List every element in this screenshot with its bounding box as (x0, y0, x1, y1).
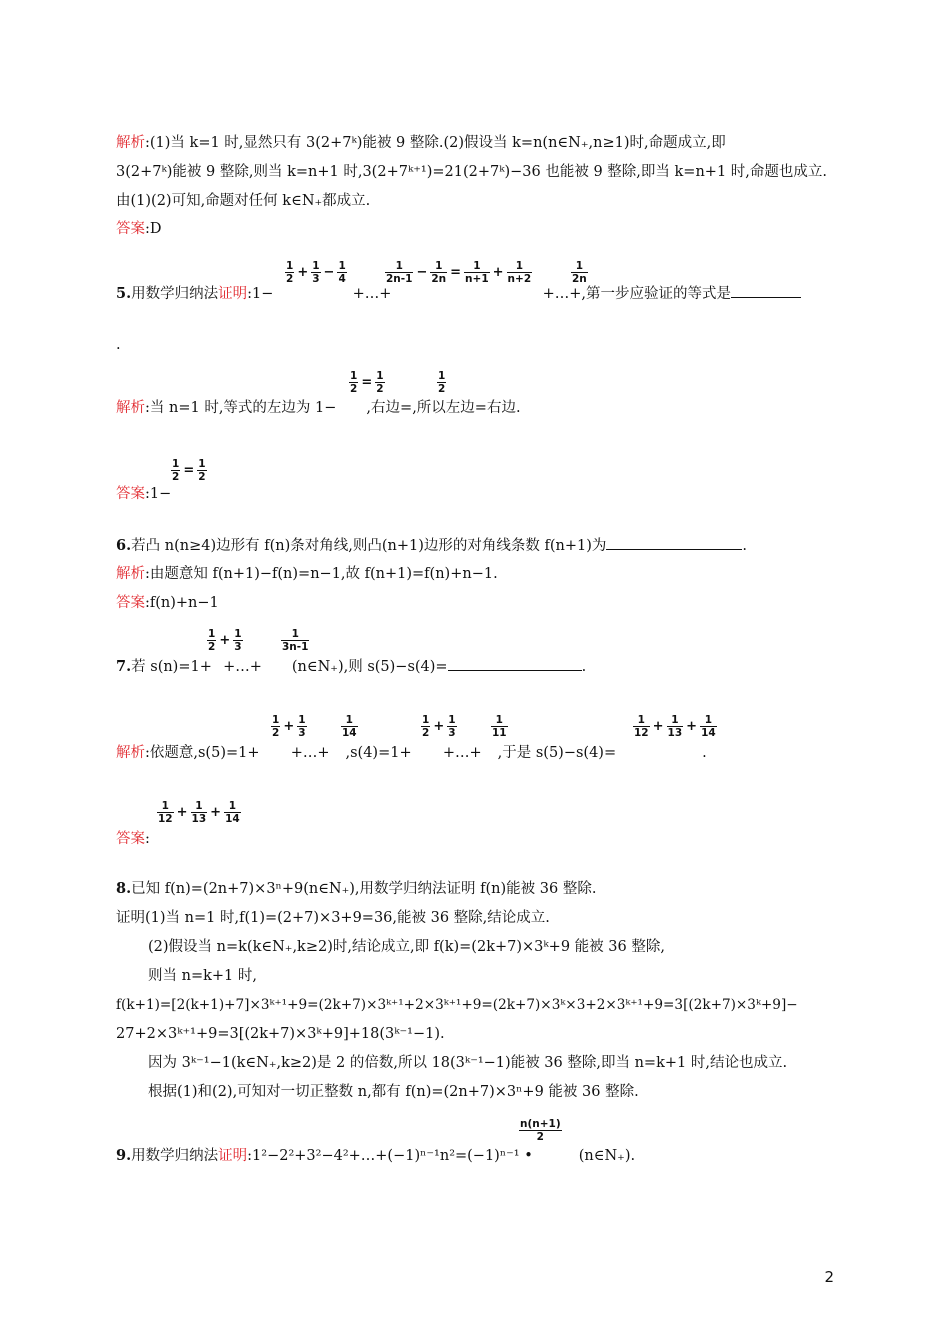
fraction: $\frac{1}{2}$ (422, 714, 430, 739)
q7-answer-text: : (145, 831, 150, 847)
q7-answer-formula: $\frac{1}{12}$ + $\frac{1}{13}$ + $\frac{1}{14}$ (158, 800, 240, 825)
analysis4-text1: :(1)当 k=1 时,显然只有 3(2+7ᵏ)能被 9 整除.(2)假设当 k=n(n∈N₊,n≥1)时,命题成立,即 (145, 135, 726, 151)
analysis-label: 解析 (116, 135, 145, 151)
fraction: $\frac{1}{2n-1}$ (386, 260, 413, 285)
q5-analysis-mid: ,右边= (366, 400, 413, 416)
q8-p1: 证明(1)当 n=1 时,f(1)=(2+7)×3+9=36,能被 36 整除,结论成立. (116, 910, 550, 926)
answer-label: 答案 (116, 831, 145, 847)
q7-text: 若 s(n)=1+ (131, 659, 212, 675)
q7-analysis-mid2: +…+ (442, 745, 482, 761)
q7-analysis-mid: +…+ (290, 745, 330, 761)
answer-label: 答案 (116, 595, 145, 611)
q8-p5: 27+2×3ᵏ⁺¹+9=3[(2k+7)×3ᵏ+9]+18(3ᵏ⁻¹−1). (116, 1026, 445, 1042)
fraction: $\frac{1}{4}$ (338, 260, 346, 285)
analysis4-line1 (116, 133, 726, 153)
q5-prefix: 用数学归纳法 (131, 286, 219, 302)
q5-suffix: ,第一步应验证的等式是 (581, 286, 732, 302)
fraction: $\frac{1}{3}$ (448, 714, 456, 739)
q5-analysis-end: ,所以左边=右边. (412, 400, 521, 416)
q6-text: 若凸 n(n≥4)边形有 f(n)条对角线,则凸(n+1)边形的对角线条数 f(n+1)为 (131, 538, 607, 554)
fraction: $\frac{1}{2}$ (208, 628, 216, 653)
fraction: $\frac{1}{2}$ (198, 458, 206, 483)
fraction: $\frac{1}{n+1}$ (465, 260, 489, 285)
q7-analysis-f5: $\frac{1}{12}$ + $\frac{1}{13}$ + $\frac{1}{14}$ (634, 714, 716, 739)
analysis-label: 解析 (116, 400, 145, 416)
q5-formula-mid: $\frac{1}{2n-1}$ − $\frac{1}{2n}$ = $\frac{1}{n+1}$ + $\frac{1}{n+2}$ (386, 260, 532, 285)
q9-line (116, 1146, 635, 1166)
analysis4-line2: 3(2+7ᵏ)能被 9 整除,则当 k=n+1 时,3(2+7ᵏ⁺¹)=21(2+7ᵏ)−36 也能被 9 整除,即当 k=n+1 时,命题也成立. (116, 164, 828, 180)
q6-end: . (742, 538, 747, 554)
answer4-text: :D (145, 221, 162, 237)
fraction: $\frac{1}{2}$ (376, 370, 384, 395)
fraction: $\frac{1}{11}$ (492, 714, 507, 739)
q5-analysis (116, 398, 521, 418)
fraction: $\frac{1}{14}$ (701, 714, 716, 739)
q8-line (116, 879, 596, 899)
q5-mid: +…+ (352, 286, 392, 302)
fraction: $\frac{1}{3}$ (234, 628, 242, 653)
q8-text: 已知 f(n)=(2n+7)×3ⁿ+9(n∈N₊),用数学归纳法证明 f(n)能被 36 整除. (131, 881, 597, 897)
fraction: $\frac{1}{2}$ (438, 370, 446, 395)
fraction: $\frac{1}{2n}$ (431, 260, 447, 285)
q7-mid: +…+ (223, 659, 262, 675)
fraction: $\frac{1}{n+2}$ (507, 260, 532, 285)
answer-blank[interactable] (448, 656, 582, 671)
q8-p4: f(k+1)=[2(k+1)+7]×3ᵏ⁺¹+9=(2k+7)×3ᵏ⁺¹+2×3ᵏ⁺¹+9=(2k+7)×3ᵏ×3+2×3ᵏ⁺¹+9=3[(2k+7)×3ᵏ+9]− (116, 997, 798, 1013)
q5-tail: +…+ (542, 286, 582, 302)
q7-analysis-text: :依题意,s(5)=1+ (145, 745, 260, 761)
q6-analysis (116, 564, 498, 584)
q5-answer (116, 484, 171, 504)
q7-tail: (n∈N₊),则 s(5)−s(4)= (291, 659, 448, 675)
answer-label: 答案 (116, 486, 145, 502)
q5-number: 5. (116, 285, 132, 302)
q6-answer (116, 593, 219, 613)
q7-analysis-f1: $\frac{1}{2}$ + $\frac{1}{3}$ (272, 714, 306, 739)
page-number: 2 (824, 1268, 834, 1286)
fraction: $\frac{1}{2}$ (286, 260, 294, 285)
q7-end: . (581, 659, 587, 675)
fraction: $\frac{1}{2}$ (172, 458, 180, 483)
q5-text: :1− (247, 286, 274, 302)
proof-label: 证明 (218, 1148, 248, 1164)
q9-prefix: 用数学归纳法 (131, 1148, 219, 1164)
q7-analysis-f2 (340, 714, 359, 739)
q5-dot: . (116, 337, 121, 353)
q8-p7: 根据(1)和(2),可知对一切正整数 n,都有 f(n)=(2n+7)×3ⁿ+9 能被 36 整除. (148, 1084, 639, 1100)
q7-formula-right (280, 628, 310, 653)
q8-number: 8. (116, 880, 132, 897)
fraction: $\frac{1}{3n-1}$ (282, 628, 309, 653)
q5-analysis-formula: $\frac{1}{2}$ = $\frac{1}{2}$ (350, 370, 384, 395)
q9-formula (518, 1118, 563, 1143)
fraction: $\frac{1}{14}$ (225, 800, 240, 825)
q8-p3: 则当 n=k+1 时, (148, 968, 257, 984)
fraction: $\frac{1}{13}$ (191, 800, 207, 825)
q7-analysis (116, 743, 707, 763)
q7-line (116, 656, 586, 677)
q5-formula-left: $\frac{1}{2}$ + $\frac{1}{3}$ − $\frac{1}{4}$ (286, 260, 346, 285)
q6-line (116, 535, 747, 556)
fraction: $\frac{1}{2}$ (272, 714, 280, 739)
q5-answer-formula: $\frac{1}{2}$ = $\frac{1}{2}$ (172, 458, 206, 483)
q9-number: 9. (116, 1147, 132, 1164)
fraction: $\frac{1}{14}$ (342, 714, 357, 739)
fraction: $\frac{1}{12}$ (634, 714, 649, 739)
q8-p6: 因为 3ᵏ⁻¹−1(k∈N₊,k≥2)是 2 的倍数,所以 18(3ᵏ⁻¹−1)能被 36 整除,即当 n=k+1 时,结论也成立. (148, 1055, 788, 1071)
q6-answer-text: :f(n)+n−1 (145, 595, 219, 611)
q6-analysis-text: :由题意知 f(n+1)−f(n)=n−1,故 f(n+1)=f(n)+n−1. (145, 566, 498, 582)
analysis-label: 解析 (116, 745, 145, 761)
analysis-label: 解析 (116, 566, 145, 582)
analysis4-line3: 由(1)(2)可知,命题对任何 k∈N₊都成立. (116, 193, 371, 209)
q5-formula-right (570, 260, 589, 285)
answer-blank[interactable] (606, 535, 742, 550)
q7-analysis-dot: . (702, 745, 707, 761)
q9-tail: (n∈N₊). (578, 1148, 636, 1164)
answer-blank[interactable] (731, 283, 801, 298)
q5-answer-text: :1− (145, 486, 172, 502)
fraction: $\frac{n(n+1)}{2}$ (520, 1118, 561, 1143)
answer4 (116, 219, 162, 239)
fraction: $\frac{1}{13}$ (667, 714, 683, 739)
q9-text: :1²−2²+3²−4²+…+(−1)ⁿ⁻¹n²=(−1)ⁿ⁻¹ • (247, 1148, 533, 1164)
q7-analysis-f4 (490, 714, 509, 739)
q5-analysis-right (436, 370, 447, 395)
q5-analysis-text: :当 n=1 时,等式的左边为 1− (145, 400, 337, 416)
q7-analysis-f3: $\frac{1}{2}$ + $\frac{1}{3}$ (422, 714, 456, 739)
fraction: $\frac{1}{3}$ (312, 260, 320, 285)
fraction: $\frac{1}{12}$ (158, 800, 173, 825)
q7-analysis-end: ,于是 s(5)−s(4)= (497, 745, 617, 761)
q7-number: 7. (116, 658, 132, 675)
q6-number: 6. (116, 537, 132, 554)
q8-p2: (2)假设当 n=k(k∈N₊,k≥2)时,结论成立,即 f(k)=(2k+7)×3ᵏ+9 能被 36 整除, (148, 939, 665, 955)
fraction: $\frac{1}{2}$ (350, 370, 358, 395)
fraction: $\frac{1}{3}$ (298, 714, 306, 739)
q7-answer (116, 829, 150, 849)
q7-formula-left: $\frac{1}{2}$ + $\frac{1}{3}$ (208, 628, 242, 653)
fraction: $\frac{1}{2n}$ (572, 260, 587, 285)
q7-analysis-s4: ,s(4)=1+ (345, 745, 412, 761)
q5-line (116, 283, 801, 304)
answer-label: 答案 (116, 221, 145, 237)
proof-label: 证明 (218, 286, 248, 302)
